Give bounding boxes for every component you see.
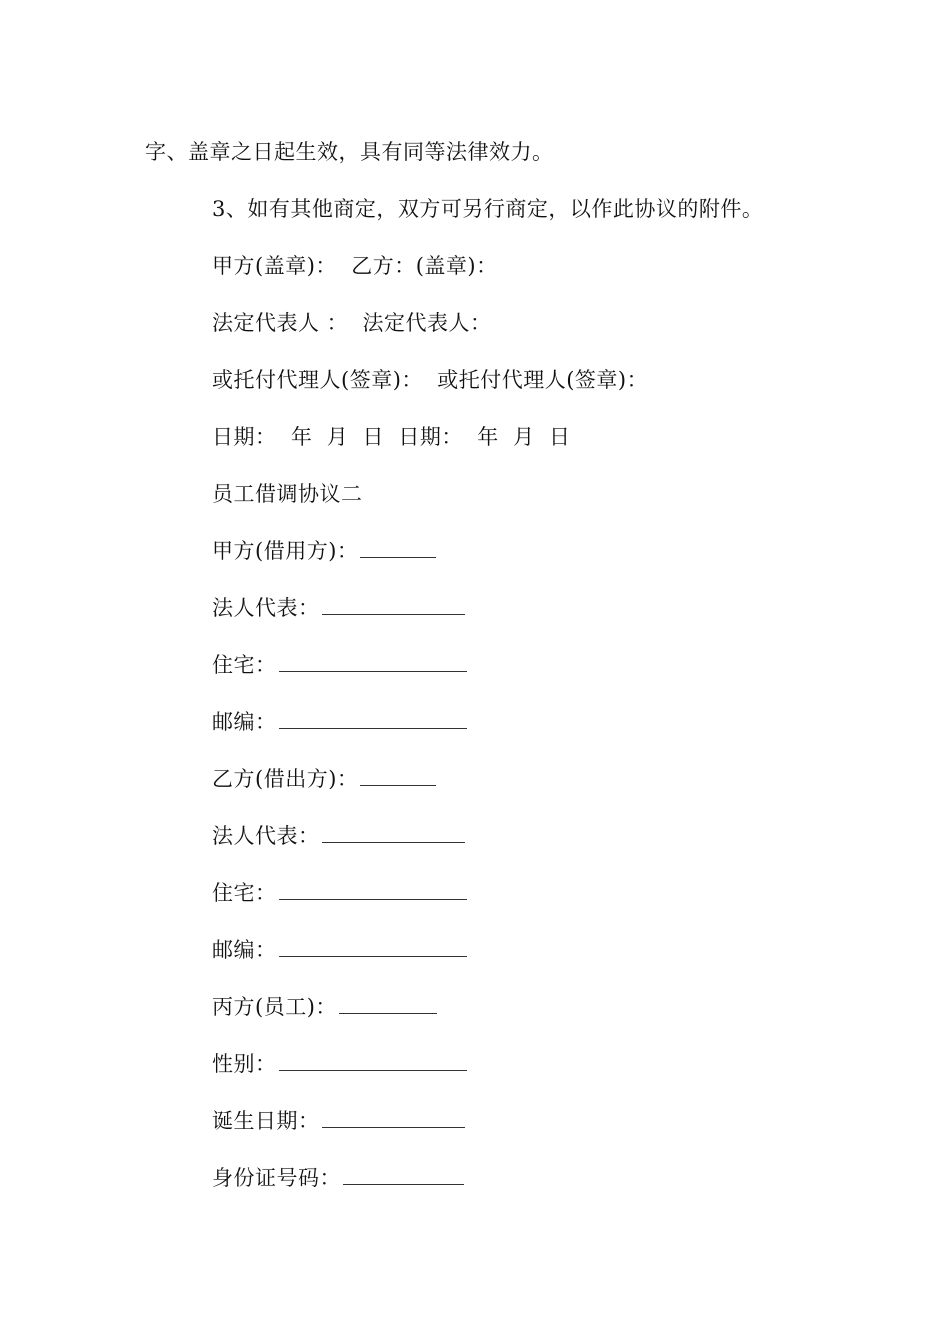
field-label: 住宅： [212,653,277,677]
field-id-number [212,1164,464,1192]
field-party-c [212,993,437,1021]
line-text: 日期： 年 月 日 日期： 年 月 日 [212,425,571,449]
fill-in-blank [279,651,467,672]
fill-in-blank [360,765,436,786]
field-birth-date [212,1107,465,1135]
field-label: 法人代表： [212,824,320,848]
section-title [212,480,363,508]
date-line [212,423,570,451]
agent-signature-line [212,366,648,394]
field-legal-rep-a [212,594,465,622]
line-text: 法定代表人 ： 法定代表人： [212,311,492,335]
line-text: 甲方(盖章)： 乙方：(盖章)： [212,254,498,278]
line-text: 员工借调协议二 [212,482,363,506]
fill-in-blank [343,1164,464,1185]
fill-in-blank [339,993,437,1014]
fill-in-blank [279,879,467,900]
field-label: 诞生日期： [212,1109,320,1133]
fill-in-blank [279,708,467,729]
field-postcode-a [212,708,467,736]
text-line-effect [145,138,554,166]
field-label: 邮编： [212,710,277,734]
fill-in-blank [360,537,436,558]
signature-party-line [212,252,498,280]
field-postcode-b [212,936,467,964]
field-label: 丙方(员工)： [212,995,337,1019]
field-party-a [212,537,436,565]
field-label: 邮编： [212,938,277,962]
legal-representative-line [212,309,492,337]
field-gender [212,1050,467,1078]
field-label: 乙方(借出方)： [212,767,359,791]
line-text: 3、如有其他商定，双方可另行商定，以作此协议的附件。 [212,197,764,221]
field-label: 法人代表： [212,596,320,620]
fill-in-blank [279,1050,467,1071]
line-text: 字、盖章之日起生效，具有同等法律效力。 [145,140,554,164]
field-address-a [212,651,467,679]
field-label: 甲方(借用方)： [212,539,359,563]
text-line-clause-3 [212,195,763,223]
field-label: 身份证号码： [212,1166,341,1190]
field-label: 住宅： [212,881,277,905]
field-legal-rep-b [212,822,465,850]
fill-in-blank [322,1107,465,1128]
line-text: 或托付代理人(签章)： 或托付代理人(签章)： [212,368,649,392]
field-party-b [212,765,436,793]
field-label: 性别： [212,1052,277,1076]
fill-in-blank [322,594,465,615]
fill-in-blank [322,822,465,843]
field-address-b [212,879,467,907]
fill-in-blank [279,936,467,957]
